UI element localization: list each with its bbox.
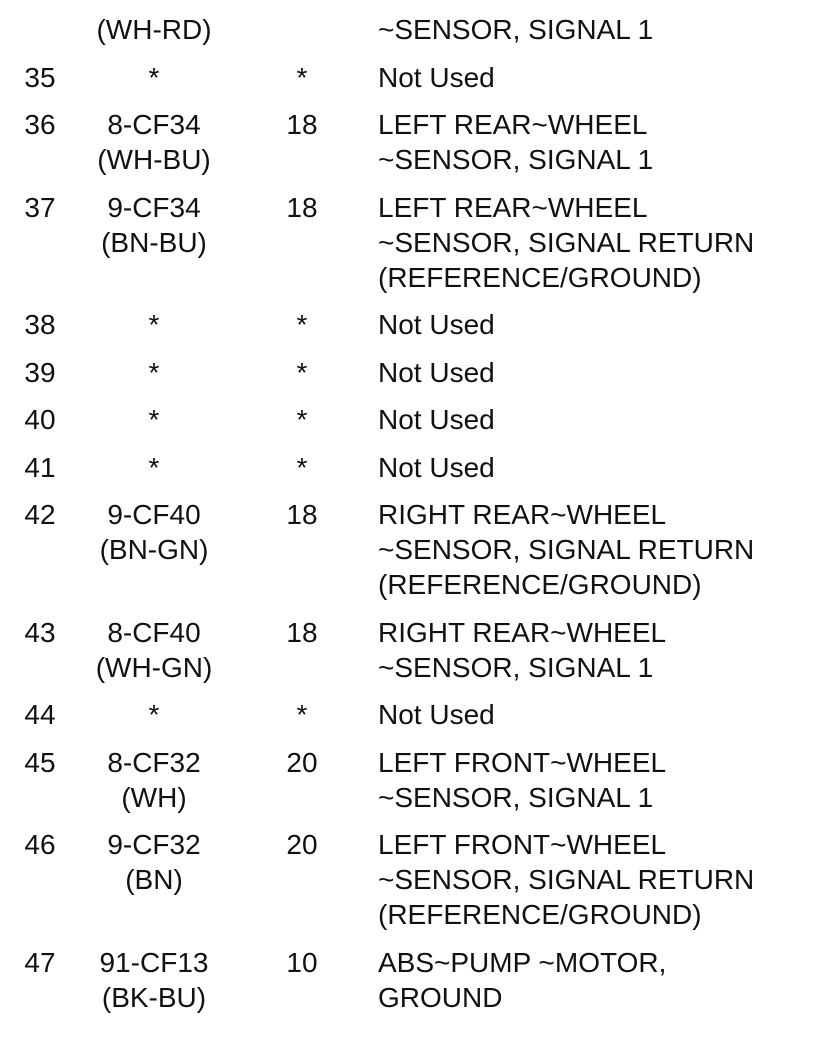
circuit-description-line: Not Used <box>378 309 495 340</box>
wire-code-line: * <box>148 404 160 435</box>
circuit-description <box>378 12 824 47</box>
pin-number: 40 <box>24 404 56 435</box>
wire-code <box>78 60 230 95</box>
table-row <box>0 945 824 1028</box>
table-row <box>0 745 824 828</box>
circuit-description <box>378 945 824 1015</box>
wire-code-line: 91-CF13 <box>99 946 209 978</box>
circuit-description-line: RIGHT REAR~WHEEL <box>378 616 667 648</box>
table-row <box>0 827 824 945</box>
wire-code <box>78 12 230 47</box>
wire-code-line: 9-CF32 <box>107 829 201 860</box>
pin-number: 45 <box>24 746 56 778</box>
wire-code <box>78 307 230 342</box>
wire-gauge: * <box>296 404 308 435</box>
wire-code <box>78 945 230 1015</box>
circuit-description <box>378 307 824 342</box>
circuit-description-line: LEFT FRONT~WHEEL <box>378 829 667 860</box>
circuit-description <box>378 745 824 815</box>
circuit-description-line: Not Used <box>378 356 495 388</box>
wire-code <box>78 190 230 260</box>
wire-code <box>78 497 230 567</box>
wire-code-line: (WH) <box>121 781 187 813</box>
circuit-description-line: GROUND <box>378 981 503 1013</box>
wire-gauge: 20 <box>286 829 318 860</box>
pin-number: 37 <box>24 191 56 223</box>
circuit-description-line: Not Used <box>378 699 495 730</box>
circuit-description-line: ~SENSOR, SIGNAL RETURN <box>378 534 755 565</box>
table-row <box>0 497 824 615</box>
pin-number: 36 <box>24 109 56 140</box>
circuit-description <box>378 827 824 932</box>
wire-code <box>78 450 230 485</box>
circuit-description-line: (REFERENCE/GROUND) <box>378 261 702 293</box>
circuit-description-line: Not Used <box>378 404 495 435</box>
circuit-description-line: ABS~PUMP ~MOTOR, <box>378 946 667 978</box>
wire-code-line: 8-CF32 <box>107 746 201 778</box>
wire-code-line: (BN) <box>125 864 183 895</box>
wire-code-line: (WH-RD) <box>96 14 212 45</box>
pin-number: 43 <box>24 616 56 648</box>
circuit-description-line: Not Used <box>378 451 495 483</box>
wire-code-line: 9-CF40 <box>107 499 201 530</box>
table-row <box>0 615 824 698</box>
pin-number: 38 <box>24 309 56 340</box>
pin-number: 41 <box>24 451 56 483</box>
wire-code-line: * <box>148 451 160 483</box>
pinout-table <box>0 12 824 1027</box>
wire-code-line: 8-CF40 <box>107 616 201 648</box>
table-row <box>0 107 824 190</box>
pin-number: 47 <box>24 946 56 978</box>
wire-gauge: 18 <box>286 191 318 223</box>
wire-code-line: * <box>148 61 160 93</box>
wire-code-line: (WH-GN) <box>95 651 213 683</box>
wire-gauge: 18 <box>286 109 318 140</box>
wire-code <box>78 355 230 390</box>
wire-code-line: 8-CF34 <box>107 109 201 140</box>
circuit-description-line: ~SENSOR, SIGNAL RETURN <box>378 864 755 895</box>
circuit-description <box>378 355 824 390</box>
pin-number: 44 <box>24 699 56 730</box>
wire-code-line: (BN-GN) <box>99 534 209 565</box>
circuit-description <box>378 615 824 685</box>
circuit-description-line: ~SENSOR, SIGNAL 1 <box>378 781 654 813</box>
circuit-description-line: Not Used <box>378 61 495 93</box>
wire-gauge: 10 <box>286 946 318 978</box>
circuit-description-line: LEFT REAR~WHEEL <box>378 109 648 140</box>
pin-number: 39 <box>24 356 56 388</box>
wire-code <box>78 827 230 897</box>
wire-code <box>78 107 230 177</box>
circuit-description-line: ~SENSOR, SIGNAL 1 <box>378 144 654 175</box>
circuit-description-line: ~SENSOR, SIGNAL 1 <box>378 651 654 683</box>
wire-gauge: 20 <box>286 746 318 778</box>
circuit-description <box>378 190 824 295</box>
wire-code-line: 9-CF34 <box>107 191 201 223</box>
circuit-description <box>378 450 824 485</box>
table-row <box>0 307 824 355</box>
circuit-description <box>378 107 824 177</box>
wire-gauge: * <box>296 61 308 93</box>
pin-number: 42 <box>24 499 56 530</box>
table-row <box>0 190 824 308</box>
circuit-description <box>378 60 824 95</box>
wire-gauge: * <box>296 309 308 340</box>
circuit-description-line: ~SENSOR, SIGNAL RETURN <box>378 226 755 258</box>
wire-gauge: 18 <box>286 616 318 648</box>
wire-code-line: (BN-BU) <box>101 226 207 258</box>
circuit-description-line: RIGHT REAR~WHEEL <box>378 499 667 530</box>
pin-number: 35 <box>24 61 56 93</box>
wire-gauge: * <box>296 451 308 483</box>
wire-code-line: * <box>148 356 160 388</box>
pin-number: 46 <box>24 829 56 860</box>
table-row <box>0 697 824 745</box>
table-row <box>0 402 824 450</box>
table-row <box>0 450 824 498</box>
table-row <box>0 12 824 60</box>
wire-code <box>78 615 230 685</box>
wire-gauge: * <box>296 699 308 730</box>
wire-code <box>78 697 230 732</box>
circuit-description <box>378 697 824 732</box>
circuit-description-line: (REFERENCE/GROUND) <box>378 899 702 930</box>
circuit-description <box>378 402 824 437</box>
circuit-description-line: (REFERENCE/GROUND) <box>378 569 702 600</box>
wire-code-line: (BK-BU) <box>101 981 207 1013</box>
circuit-description-line: ~SENSOR, SIGNAL 1 <box>378 14 654 45</box>
wire-gauge: * <box>296 356 308 388</box>
wire-code-line: * <box>148 699 160 730</box>
circuit-description-line: LEFT FRONT~WHEEL <box>378 746 667 778</box>
circuit-description <box>378 497 824 602</box>
circuit-description-line: LEFT REAR~WHEEL <box>378 191 648 223</box>
table-row <box>0 355 824 403</box>
wire-code-line: (WH-BU) <box>97 144 211 175</box>
wire-code <box>78 402 230 437</box>
table-row <box>0 60 824 108</box>
wire-code <box>78 745 230 815</box>
wire-gauge: 18 <box>286 499 318 530</box>
wire-code-line: * <box>148 309 160 340</box>
